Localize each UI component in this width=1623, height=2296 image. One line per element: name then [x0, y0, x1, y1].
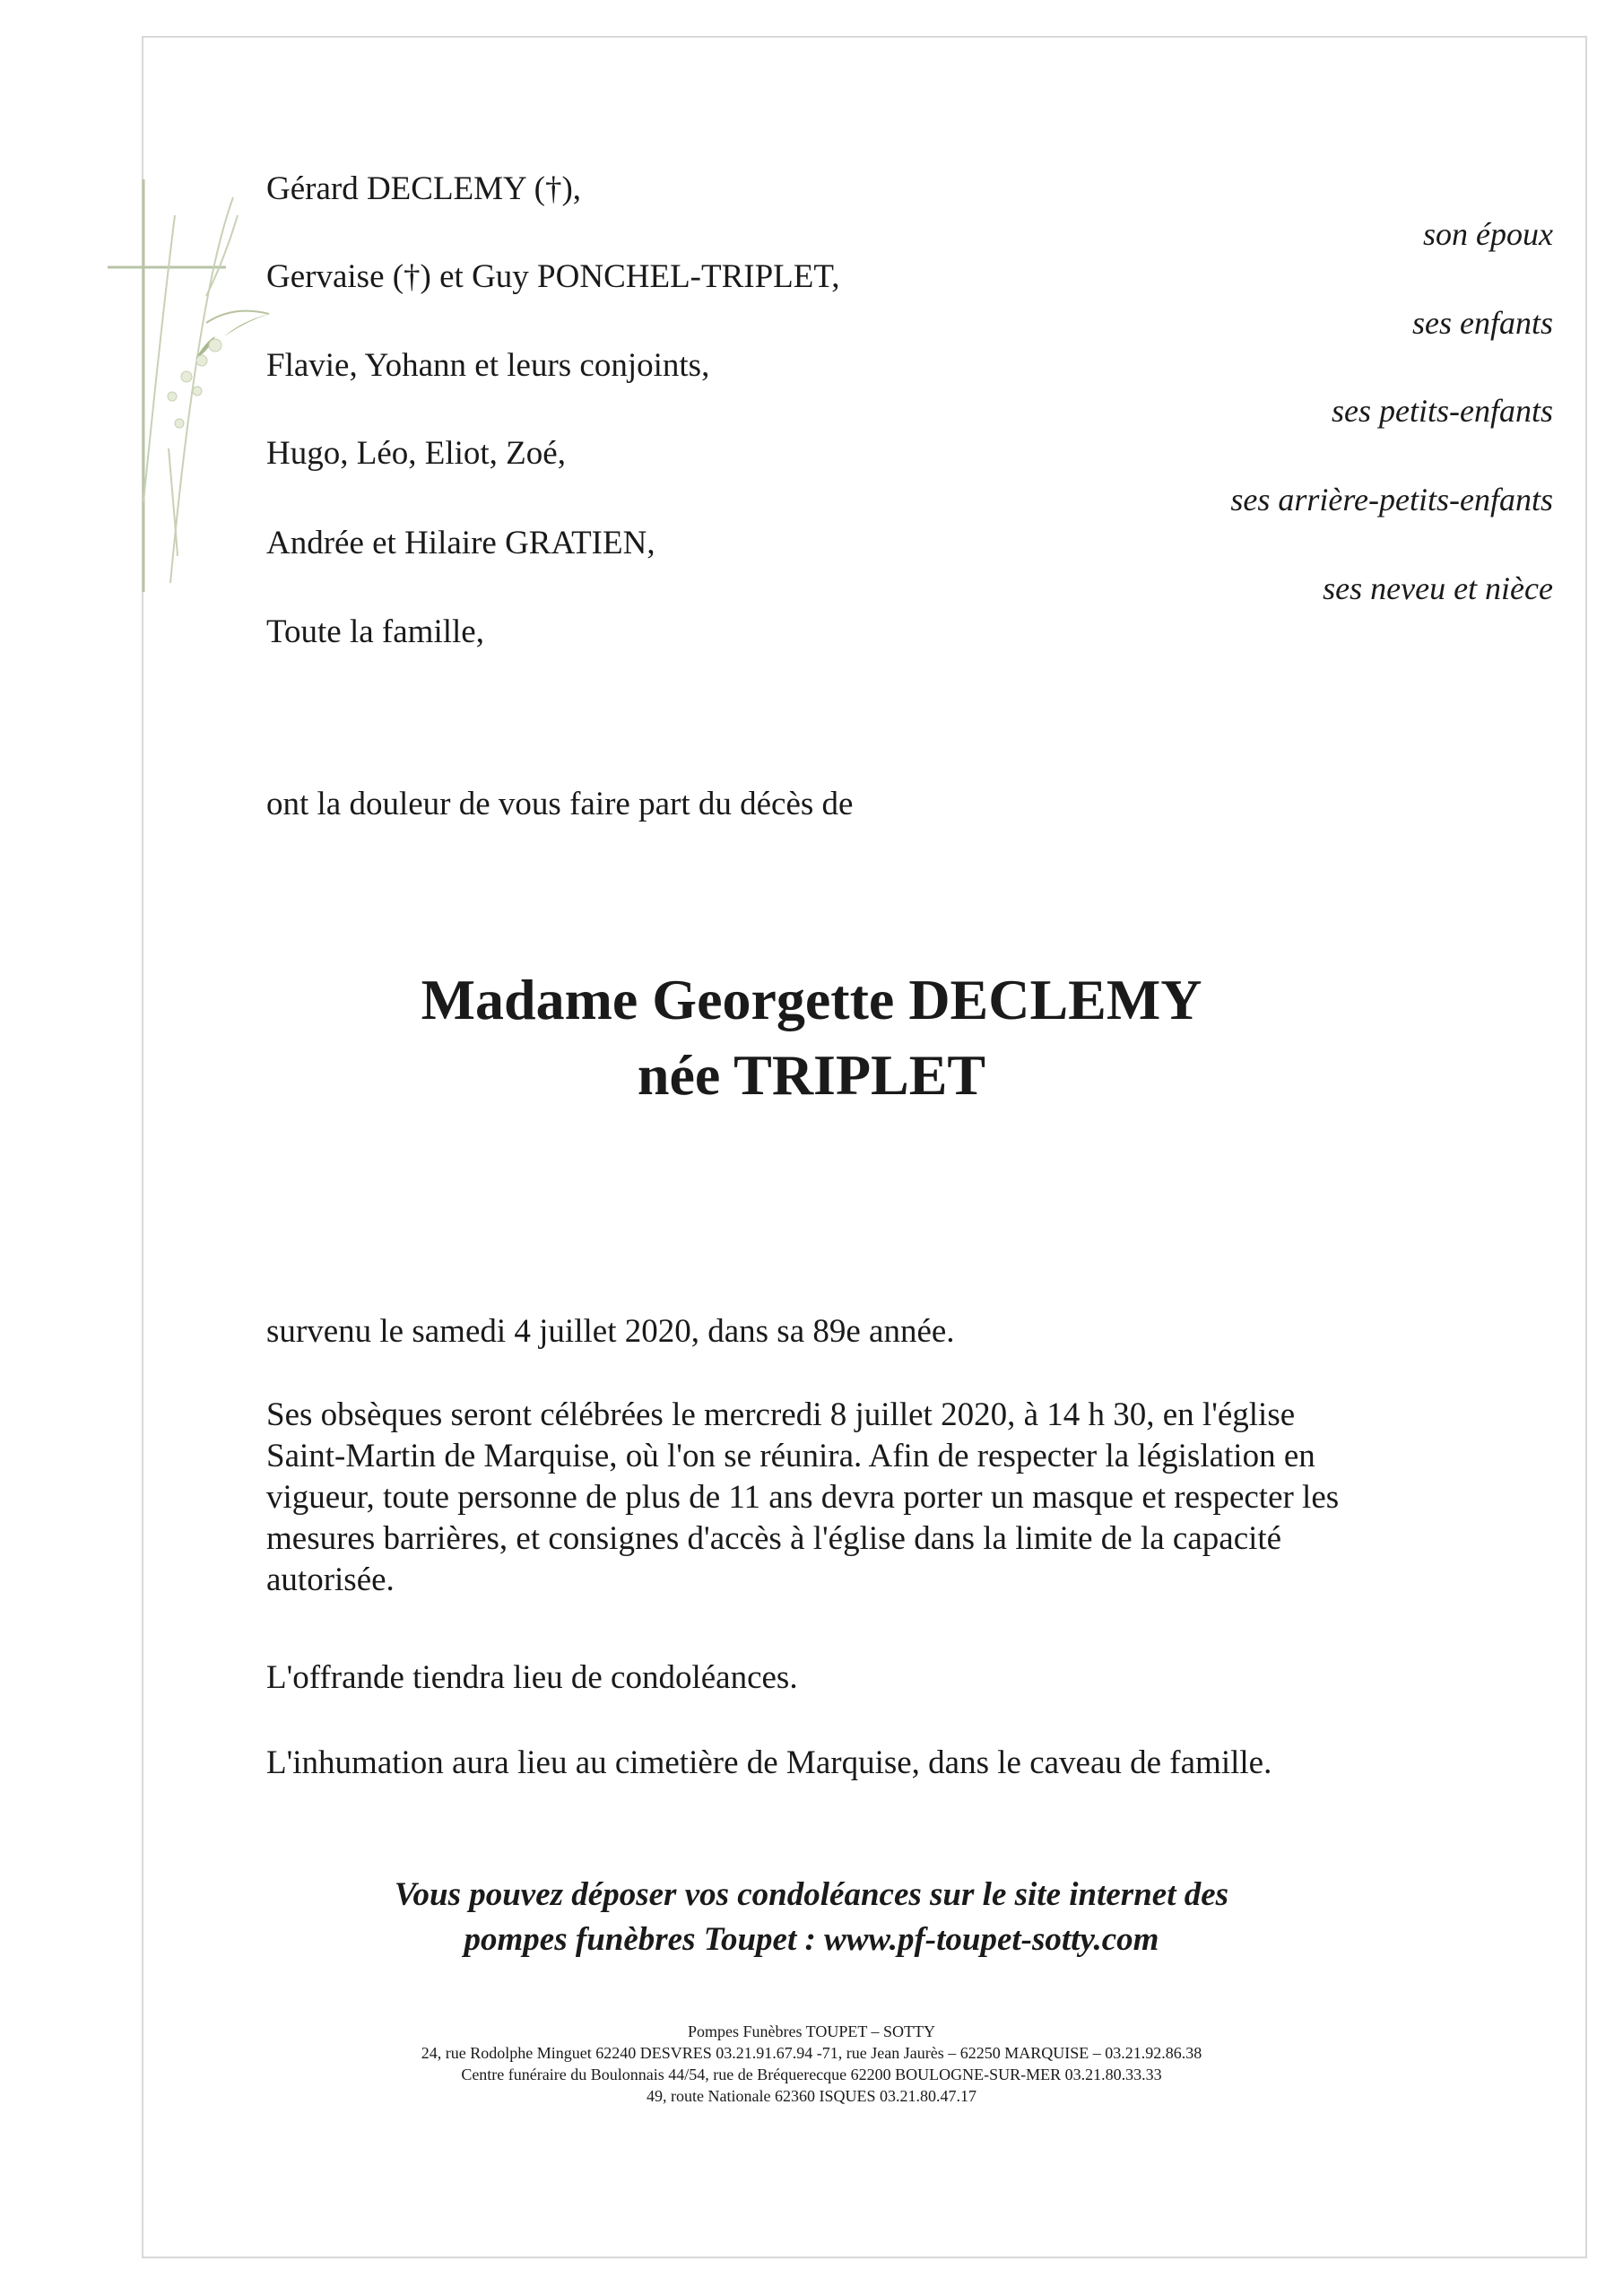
funeral-line: Saint-Martin de Marquise, où l'on se réunira. Afin de respecter la législation en	[266, 1438, 1315, 1474]
relation-4: ses arrière-petits-enfants	[1230, 482, 1553, 517]
offering-text: L'offrande tiendra lieu de condoléances.	[266, 1659, 798, 1696]
family-name-4: Hugo, Léo, Eliot, Zoé,	[266, 435, 566, 472]
burial-text: L'inhumation aura lieu au cimetière de Marquise, dans le caveau de famille.	[266, 1744, 1272, 1781]
funeral-home-address: Centre funéraire du Boulonnais 44/54, rue de Bréquerecque 62200 BOULOGNE-SUR-MER 03.21.80.33.33	[461, 2066, 1162, 2083]
condolences-notice	[0, 1873, 1623, 1962]
condolences-line: Vous pouvez déposer vos condoléances sur le site internet des	[394, 1876, 1229, 1913]
funeral-line: Ses obsèques seront célébrées le mercredi 8 juillet 2020, à 14 h 30, en l'église	[266, 1396, 1296, 1433]
condolences-line: pompes funèbres Toupet : www.pf-toupet-sotty.com	[464, 1921, 1159, 1958]
relation-5: ses neveu et nièce	[1323, 570, 1553, 606]
funeral-line: autorisée.	[266, 1561, 395, 1598]
family-name-1: Gérard DECLEMY (†),	[266, 170, 582, 207]
announcement-intro: ont la douleur de vous faire part du décès de	[266, 786, 854, 822]
funeral-home-address: 49, route Nationale 62360 ISQUES 03.21.80.47.17	[647, 2087, 976, 2105]
funeral-home-footer	[0, 2021, 1623, 2107]
relation-1: son époux	[1423, 216, 1553, 252]
funeral-line: vigueur, toute personne de plus de 11 ans devra porter un masque et respecter les	[266, 1479, 1340, 1516]
family-name-5: Andrée et Hilaire GRATIEN,	[266, 525, 655, 561]
deceased-name: Madame Georgette DECLEMY	[421, 968, 1202, 1031]
funeral-home-name: Pompes Funèbres TOUPET – SOTTY	[687, 2022, 935, 2040]
family-name-6: Toute la famille,	[266, 613, 484, 650]
funeral-line: mesures barrières, et consignes d'accès à l'église dans la limite de la capacité	[266, 1520, 1282, 1557]
funeral-home-address: 24, rue Rodolphe Minguet 62240 DESVRES 03.21.91.67.94 -71, rue Jean Jaurès – 62250 MARQUISE – 03.21.92.86.38	[421, 2044, 1202, 2062]
death-date-text: survenu le samedi 4 juillet 2020, dans sa 89e année.	[266, 1313, 955, 1350]
family-name-3: Flavie, Yohann et leurs conjoints,	[266, 347, 710, 384]
relation-3: ses petits-enfants	[1332, 393, 1553, 429]
deceased-maiden-name: née TRIPLET	[637, 1043, 986, 1107]
relation-2: ses enfants	[1412, 305, 1553, 341]
family-name-2: Gervaise (†) et Guy PONCHEL-TRIPLET,	[266, 258, 840, 295]
funeral-paragraph	[266, 1395, 1339, 1601]
